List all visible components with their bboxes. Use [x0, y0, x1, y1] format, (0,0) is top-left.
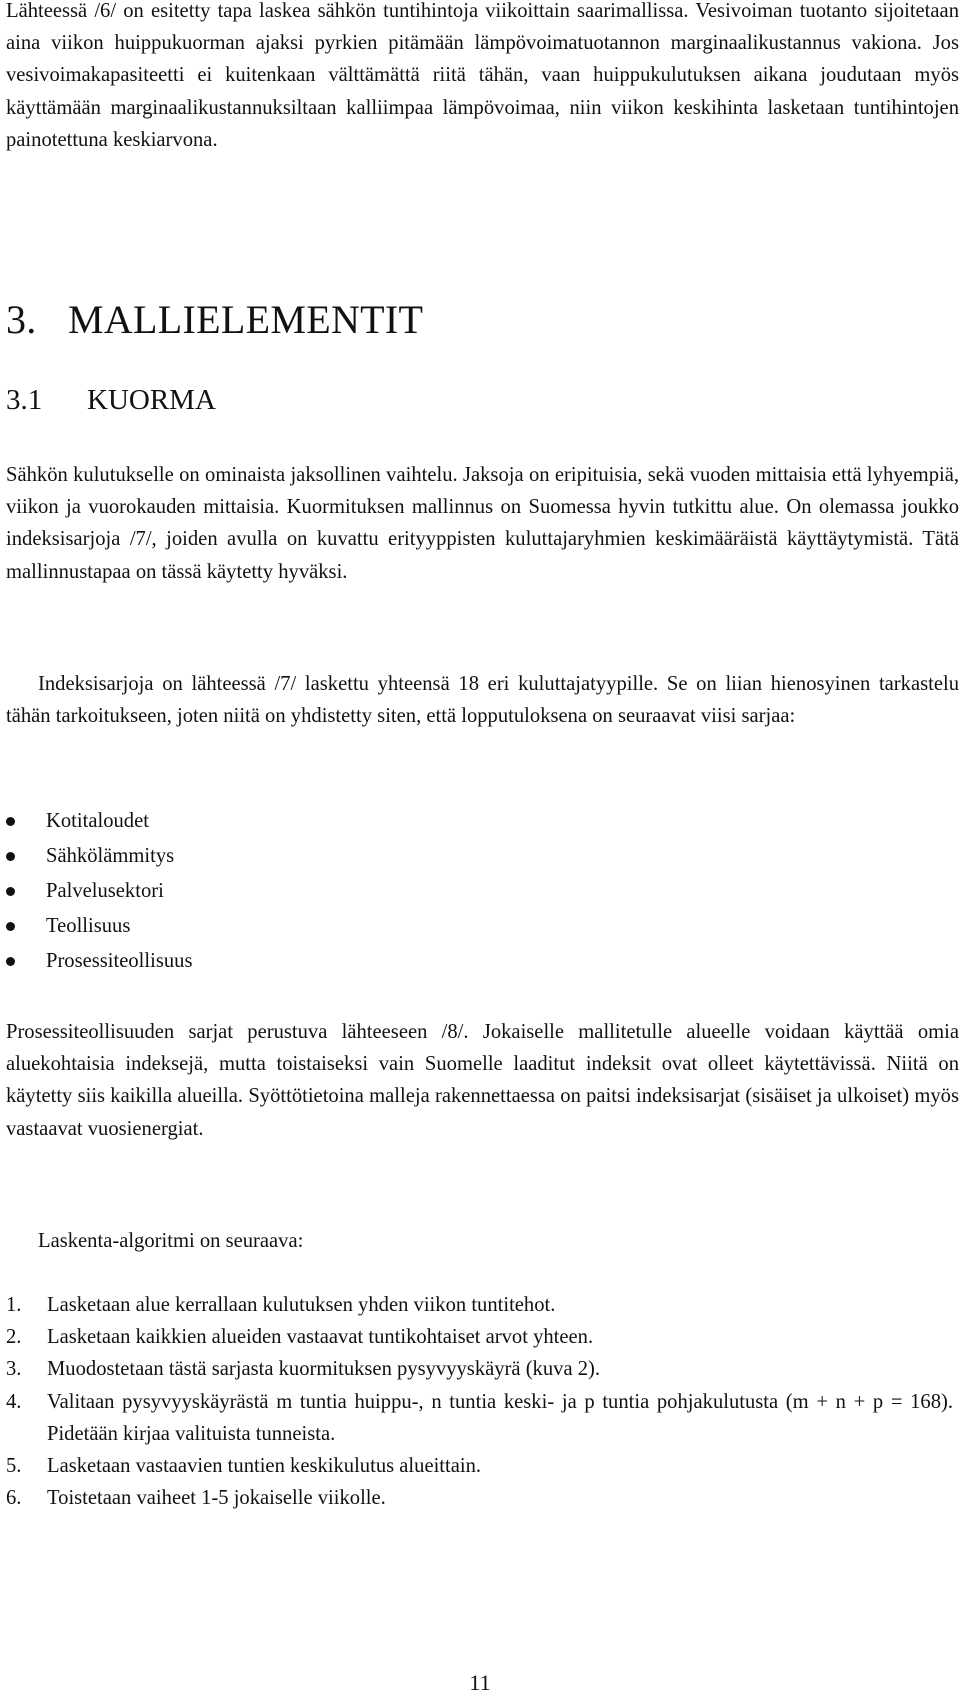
list-item-label: Palvelusektori	[46, 880, 164, 902]
list-item	[0, 1289, 953, 1321]
consumer-series-list	[0, 804, 192, 979]
list-item	[0, 874, 192, 909]
list-item	[0, 1450, 953, 1482]
list-item	[0, 909, 192, 944]
section-heading	[6, 296, 423, 344]
index-series-paragraph: Indeksisarjoja on lähteessä /7/ laskettu yhteensä 18 eri kuluttajatyypille. Se on liian hienosyinen tarkastelu tähän tarkoitukseen, joten niitä on yhdistetty siten, että lopputuloksena on seuraavat viisi sarjaa:	[6, 673, 959, 728]
list-item-label: Sähkölämmitys	[46, 845, 175, 867]
subsection-heading	[6, 382, 216, 418]
list-item	[0, 944, 192, 979]
algorithm-steps-list	[0, 1289, 953, 1514]
step-number: 5.	[6, 1455, 22, 1478]
subsection-number: 3.1	[6, 384, 43, 416]
step-text: Lasketaan vastaavien tuntien keskikulutus alueittain.	[47, 1455, 482, 1478]
subsection-title: KUORMA	[87, 384, 216, 416]
step-number: 1.	[6, 1294, 22, 1316]
section-title: MALLIELEMENTIT	[68, 297, 424, 342]
load-intro-paragraph: Sähkön kulutukselle on ominaista jaksollinen vaihtelu. Jaksoja on eripituisia, sekä vuoden mittaisia että lyhyempiä, viikon ja vuorokauden mittaisia. Kuormituksen mallinnus on Suomessa hyvin tutkittu alue. On olemassa joukko indeksisarjoja /7/, joiden avulla on kuvattu erityyppisten kuluttajaryhmien keskimääräistä käyttäytymistä. Tätä mallinnustapaa on tässä käytetty hyväksi.	[6, 464, 959, 583]
bullet-icon	[6, 922, 15, 931]
bullet-icon	[6, 852, 15, 861]
bullet-icon	[6, 817, 15, 826]
list-item-label: Kotitaloudet	[46, 810, 149, 832]
list-item	[0, 1386, 953, 1450]
list-item-label: Prosessiteollisuus	[46, 950, 193, 972]
step-number: 2.	[6, 1326, 22, 1349]
list-item-label: Teollisuus	[46, 915, 131, 937]
step-text: Lasketaan kaikkien alueiden vastaavat tuntikohtaiset arvot yhteen.	[47, 1326, 594, 1349]
list-item	[0, 1482, 953, 1514]
step-number: 6.	[6, 1487, 22, 1510]
algorithm-intro-paragraph: Laskenta-algoritmi on seuraava:	[38, 1230, 304, 1252]
step-number: 3.	[6, 1358, 22, 1381]
step-text: Toistetaan vaiheet 1-5 jokaiselle viikolle.	[47, 1487, 386, 1510]
list-item	[0, 839, 192, 874]
list-item	[0, 1321, 953, 1353]
page-number: 11	[469, 1670, 491, 1695]
bullet-icon	[6, 887, 15, 896]
step-text: Muodostetaan tästä sarjasta kuormituksen pysyvyyskäyrä (kuva 2).	[47, 1358, 601, 1381]
step-text: Lasketaan alue kerrallaan kulutuksen yhden viikon tuntitehot.	[47, 1294, 556, 1316]
list-item	[0, 804, 192, 839]
intro-paragraph: Lähteessä /6/ on esitetty tapa laskea sähkön tuntihintoja viikoittain saarimallissa. Vesivoiman tuotanto sijoitetaan aina viikon huippukuorman ajaksi pyrkien pitämään lämpövoimatuotannon marginaalikustannus vakiona. Jos vesivoimakapasiteetti ei kuitenkaan välttämättä riitä tähän, vaan huippukulutuksen aikana joudutaan myös käyttämään marginaalikustannuksiltaan kalliimpaa lämpövoimaa, niin viikon keskihinta lasketaan tuntihintojen painotettuna keskiarvona.	[6, 0, 959, 151]
list-item	[0, 1353, 953, 1385]
bullet-icon	[6, 957, 15, 966]
step-text: Valitaan pysyvyyskäyrästä m tuntia huippu-, n tuntia keski- ja p tuntia pohjakulutusta (m + n + p = 168). Pidetään kirjaa valituista tunneista.	[47, 1390, 953, 1445]
step-number: 4.	[6, 1390, 22, 1413]
process-industry-paragraph: Prosessiteollisuuden sarjat perustuva lähteeseen /8/. Jokaiselle mallitetulle alueelle voidaan käyttää omia aluekohtaisia indeksejä, mutta toistaiseksi vain Suomelle laaditut indeksit ovat olleet käytettävissä. Niitä on käytetty siis kaikilla alueilla. Syöttötietoina malleja rakennettaessa on paitsi indeksisarjat (sisäiset ja ulkoiset) myös vastaavat vuosienergiat.	[6, 1021, 959, 1140]
section-number: 3.	[6, 297, 37, 342]
